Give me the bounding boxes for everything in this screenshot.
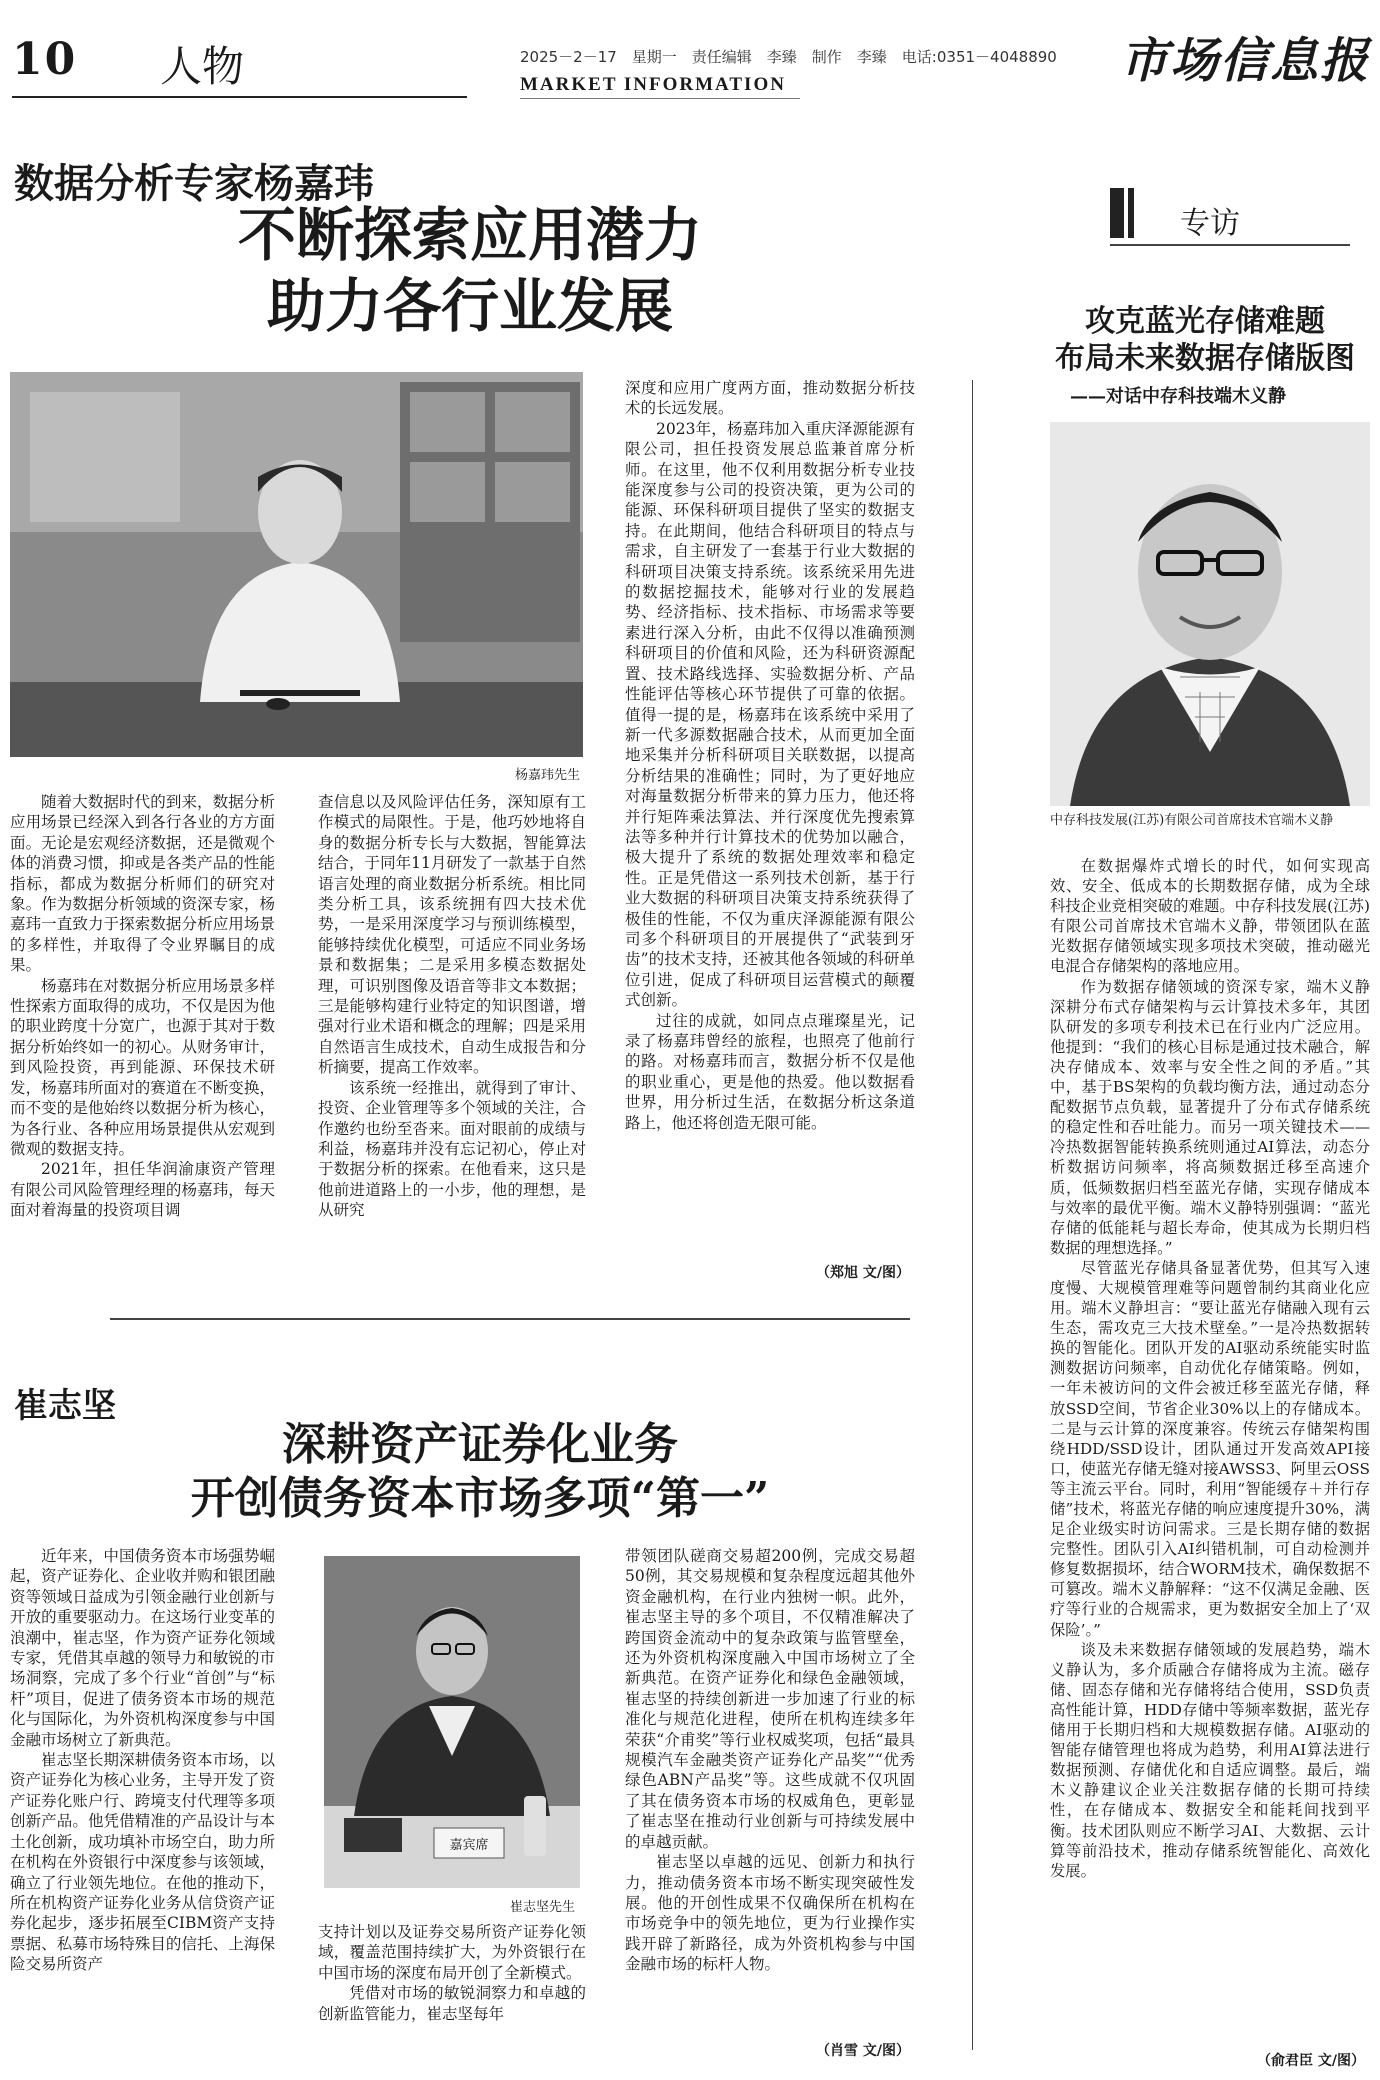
article1-column-2: [318, 792, 586, 1282]
portrait-illustration-cui: [324, 1556, 580, 1888]
interview-photo: [1050, 422, 1370, 806]
page-number: 10: [12, 34, 78, 85]
paragraph: 在数据爆炸式增长的时代，如何实现高效、安全、低成本的长期数据存储，成为全球科技企业竞相突破的难题。中存科技发展(江苏)有限公司首席技术官端木义静，带领团队在蓝光数据存储领域实现多项技术突破，推动磁光电混合存储架构的落地应用。: [1050, 857, 1370, 976]
paragraph: 支持计划以及证券交易所资产证券化领域，覆盖范围持续扩大，为外资银行在中国市场的深度布局开创了全新模式。: [318, 1923, 586, 1982]
paragraph: 过往的成就，如同点点璀璨星光，记录了杨嘉玮曾经的旅程，也照亮了他前行的路。对杨嘉玮而言，数据分析不仅是他的职业重心，更是他的热爱。他以数据看世界，用分析过生活，在数据分析这条道路上，他还将创造无限可能。: [625, 1011, 915, 1132]
paragraph: 尽管蓝光存储具备显著优势，但其写入速度慢、大规模管理难等问题曾制约其商业化应用。端木义静坦言：“要让蓝光存储融入现有云生态，需攻克三大技术壁垒。”一是冷热数据转换的智能化。团队开发的AI驱动系统能实时监测数据访问频率，自动优化存储策略。例如，一年未被访问的文件会被迁移至蓝光存储，释放SSD空间，节省企业30%以上的存储成本。二是与云计算的深度兼容。传统云存储架构围绕HDD/SSD设计，团队通过开发高效API接口，使蓝光存储无缝对接AWSS3、阿里云OSS等主流云平台。同时，利用“智能缓存＋并行存储”技术，将蓝光存储的响应速度提升30%，满足企业级实时访问需求。三是长期存储的数据完整性。团队引入AI纠错机制，可自动检测并修复数据损坏，结合WORM技术，确保数据不可篡改。端木义静解释：“这不仅满足金融、医疗等行业的合规需求，更为数据安全加上了‘双保险’。”: [1050, 1258, 1370, 1639]
newspaper-logo: 市场信息报: [1120, 33, 1371, 89]
paragraph: 深度和应用广度两方面，推动数据分析技术的长远发展。: [625, 379, 915, 418]
article1-kicker: 数据分析专家杨嘉玮: [14, 160, 374, 207]
article2-photo-caption: 崔志坚先生: [509, 1900, 575, 1915]
interview-tag-underline: [1110, 244, 1350, 246]
paragraph: 近年来，中国债务资本市场强势崛起，资产证券化、企业收并购和银团融资等领域日益成为引领金融行业创新与开放的重要驱动力。在这场行业变革的浪潮中，崔志坚，作为资产证券化领域专家，凭借其卓越的领导力和敏锐的市场洞察，完成了多个行业“首创”与“标杆”项目，促进了债务资本市场的规范化与国际化，为外资机构深度参与中国金融市场树立了新典范。: [10, 1547, 275, 1749]
interview-body: [1050, 856, 1370, 2046]
interview-photo-caption: 中存科技发展(江苏)有限公司首席技术官端木义静: [1050, 813, 1334, 828]
portrait-illustration-duanmu: [1050, 422, 1370, 806]
article-separator: [110, 1318, 910, 1320]
paragraph: 查信息以及风险评估任务，深知原有工作模式的局限性。于是，他巧妙地将自身的数据分析专长与大数据，智能算法结合，于同年11月研发了一款基于自然语言处理的商业数据分析系统。相比同类分析工具，该系统拥有四大技术优势，一是采用深度学习与预训练模型，能够持续优化模型，可适应不同业务场景和数据集；二是采用多模态数据处理，可识别图像及语音等非文本数据；三是能够构建行业特定的知识图谱，增强对行业术语和概念的理解；四是采用自然语言生成技术，自动生成报告和分析摘要，提高工作效率。: [318, 793, 586, 1077]
issue-info: 2025－2－17 星期一 责任编辑 李臻 制作 李臻 电话:0351－4048890: [520, 48, 1057, 66]
masthead-divider-2: [520, 98, 800, 99]
interview-tag: 专访: [1180, 206, 1240, 241]
article1-headline-line1: 不断探索应用潜力: [237, 201, 702, 269]
paragraph: 2021年，担任华润渝康资产管理有限公司风险管理经理的杨嘉玮，每天面对着海量的投资项目调: [10, 1160, 275, 1220]
article1-photo-caption: 杨嘉玮先生: [514, 768, 580, 783]
masthead-english: MARKET INFORMATION: [520, 74, 786, 95]
tag-bar-2: [1128, 188, 1134, 238]
article2-column-3: [625, 1546, 915, 2038]
tag-bar-1: [1110, 188, 1124, 238]
article2-kicker: 崔志坚: [14, 1386, 116, 1426]
article1-column-1: [10, 792, 275, 1282]
paragraph: 作为数据存储领域的资深专家，端木义静深耕分布式存储架构与云计算技术多年，其团队研发的多项专利技术已在行业内广泛应用。他提到：“我们的核心目标是通过技术融合，解决存储成本、效率与安全性之间的矛盾。”其中，基于BS架构的负载均衡方法，通过动态分配数据节点负载，显著提升了分布式存储系统的稳定性和吞吐能力。而另一项关键技术——冷热数据智能转换系统则通过AI算法，动态分析数据访问频率，将高频数据迁移至高速介质，低频数据归档至蓝光存储，实现存储成本与效率的最优平衡。端木义静特别强调：“蓝光存储的低能耗与超长寿命，使其成为长期归档数据的理想选择。”: [1050, 977, 1370, 1257]
column-divider: [972, 380, 973, 2050]
article1-photo: [10, 372, 583, 757]
paragraph: 谈及未来数据存储领域的发展趋势，端木义静认为，多介质融合存储将成为主流。磁存储、固态存储和光存储将结合使用，SSD负责高性能计算，HDD存储中等频率数据，蓝光存储用于长期归档和大规模数据存储。AI驱动的智能存储管理也将成为趋势，利用AI算法进行数据预测、存储优化和自适应调整。最后，端木义静建议企业关注数据存储的长期可持续性，在存储成本、数据安全和能耗间找到平衡。技术团队则应不断学习AI、大数据、云计算等前沿技术，推动存储系统智能化、高效化发展。: [1050, 1640, 1370, 1880]
interview-headline-line1: 攻克蓝光存储难题: [1085, 304, 1325, 339]
article1-byline: （郑旭 文/图）: [816, 1265, 910, 1281]
photo-nameplate: 嘉宾席: [449, 1838, 489, 1853]
interview-subtitle: ——对话中存科技端木义静: [1070, 386, 1286, 407]
paragraph: 崔志坚长期深耕债务资本市场，以资产证券化为核心业务，主导开发了资产证券化账户行、跨境支付代理等多项创新产品。他凭借精准的产品设计与本土化创新，成功填补市场空白，助力所在机构在外资银行中深度参与该领域，确立了行业领先地位。在他的推动下，所在机构资产证券化业务从信贷资产证券化起步，逐步拓展至CIBM资产支持票据、私募市场特殊目的信托、上海保险交易所资产: [10, 1751, 275, 1974]
section-name: 人物: [160, 42, 245, 91]
interview-headline-line2: 布局未来数据存储版图: [1055, 340, 1355, 376]
masthead-divider: [12, 96, 467, 98]
paragraph: 带领团队磋商交易超200例，完成交易超50例，其交易规模和复杂程度远超其他外资金融机构，在行业内独树一帜。此外，崔志坚主导的多个项目，不仅精准解决了跨国资金流动中的复杂政策与监管壁垒，还为外资机构深度融入中国市场树立了全新典范。在资产证券化和绿色金融领域，崔志坚的持续创新进一步加速了行业的标准化与规范化进程，使所在机构连续多年荣获“介甫奖”等行业权威奖项，包括“最具规模汽车金融类资产证券化产品奖”“优秀绿色ABN产品奖”等。这些成就不仅巩固了其在债务资本市场的权威角色，更彰显了崔志坚在推动行业创新与可持续发展中的卓越贡献。: [625, 1547, 915, 1851]
paragraph: 该系统一经推出，就得到了审计、投资、企业管理等多个领域的关注，合作邀约也纷至沓来。面对眼前的成绩与利益，杨嘉玮并没有忘记初心，停止对于数据分析的探索。在他看来，这只是他前进道路上的一小步，他的理想，是从研究: [318, 1078, 586, 1220]
article2-byline: （肖雪 文/图）: [816, 2043, 910, 2059]
article2-column-1: [10, 1546, 275, 2056]
paragraph: 杨嘉玮在对数据分析应用场景多样性探索方面取得的成功，不仅是因为他的职业跨度十分宽广，也源于其对于数据分析始终如一的初心。从财务审计，到风险投资，再到能源、环保技术研发，杨嘉玮所面对的赛道在不断变换，而不变的是他始终以数据分析为核心，为各行业、各种应用场景提供从宏观到微观的数据支持。: [10, 976, 275, 1158]
paragraph: 凭借对市场的敏锐洞察力和卓越的创新监管能力，崔志坚每年: [318, 1984, 586, 2023]
paragraph: 崔志坚以卓越的远见、创新力和执行力，推动债务资本市场不断实现突破性发展。他的开创性成果不仅确保所在机构在市场竞争中的领先地位，更为行业操作实践开辟了新路径，成为外资机构参与中国金融市场的标杆人物。: [625, 1853, 915, 1974]
portrait-illustration-yang: [10, 372, 583, 757]
article1-column-3: [625, 378, 915, 1258]
article1-headline-line2: 助力各行业发展: [266, 271, 673, 340]
article2-column-2: [318, 1922, 586, 2056]
article2-headline-line2: 开创债务资本市场多项“第一”: [190, 1472, 770, 1524]
article2-headline-line1: 深耕资产证券化业务: [282, 1419, 678, 1470]
interview-byline: （俞君臣 文/图）: [1257, 2053, 1365, 2069]
paragraph: 2023年，杨嘉玮加入重庆泽源能源有限公司，担任投资发展总监兼首席分析师。在这里，他不仅利用数据分析专业技能深度参与公司的投资决策，更为公司的能源、环保科研项目提供了坚实的数据支持。在此期间，他结合科研项目的特点与需求，自主研发了一套基于行业大数据的科研项目决策支持系统。该系统采用先进的数据挖掘技术，能够对行业的发展趋势、经济指标、技术指标、市场需求等要素进行深入分析，由此不仅得以准确预测科研项目的价值和风险，还为科研资源配置、技术路线选择、实验数据分析、产品性能评估等核心环节提供了可靠的依据。值得一提的是，杨嘉玮在该系统中采用了新一代多源数据融合技术，从而更加全面地采集并分析科研项目关联数据，以提高分析结果的准确性；同时，为了更好地应对海量数据分析带来的算力压力，他还将并行矩阵乘法算法、并行深度优先搜索算法等多种并行计算技术的优势加以融合，极大提升了系统的数据处理效率和稳定性。正是凭借这一系列技术创新，基于行业大数据的科研项目决策支持系统获得了极佳的性能，不仅为重庆泽源能源有限公司多个科研项目的开展提供了“武装到牙齿”的技术支持，还被其他各领域的科研单位引进，促成了科研项目运营模式的颠覆式创新。: [625, 419, 915, 1010]
article2-photo: [324, 1556, 580, 1888]
paragraph: 随着大数据时代的到来，数据分析应用场景已经深入到各行各业的方方面面。无论是宏观经济数据，还是微观个体的消费习惯，抑或是各类产品的性能指标，都成为数据分析师们的研究对象。作为数据分析领域的资深专家，杨嘉玮一直致力于探索数据分析应用场景的多样性，并取得了令业界瞩目的成果。: [10, 793, 275, 975]
